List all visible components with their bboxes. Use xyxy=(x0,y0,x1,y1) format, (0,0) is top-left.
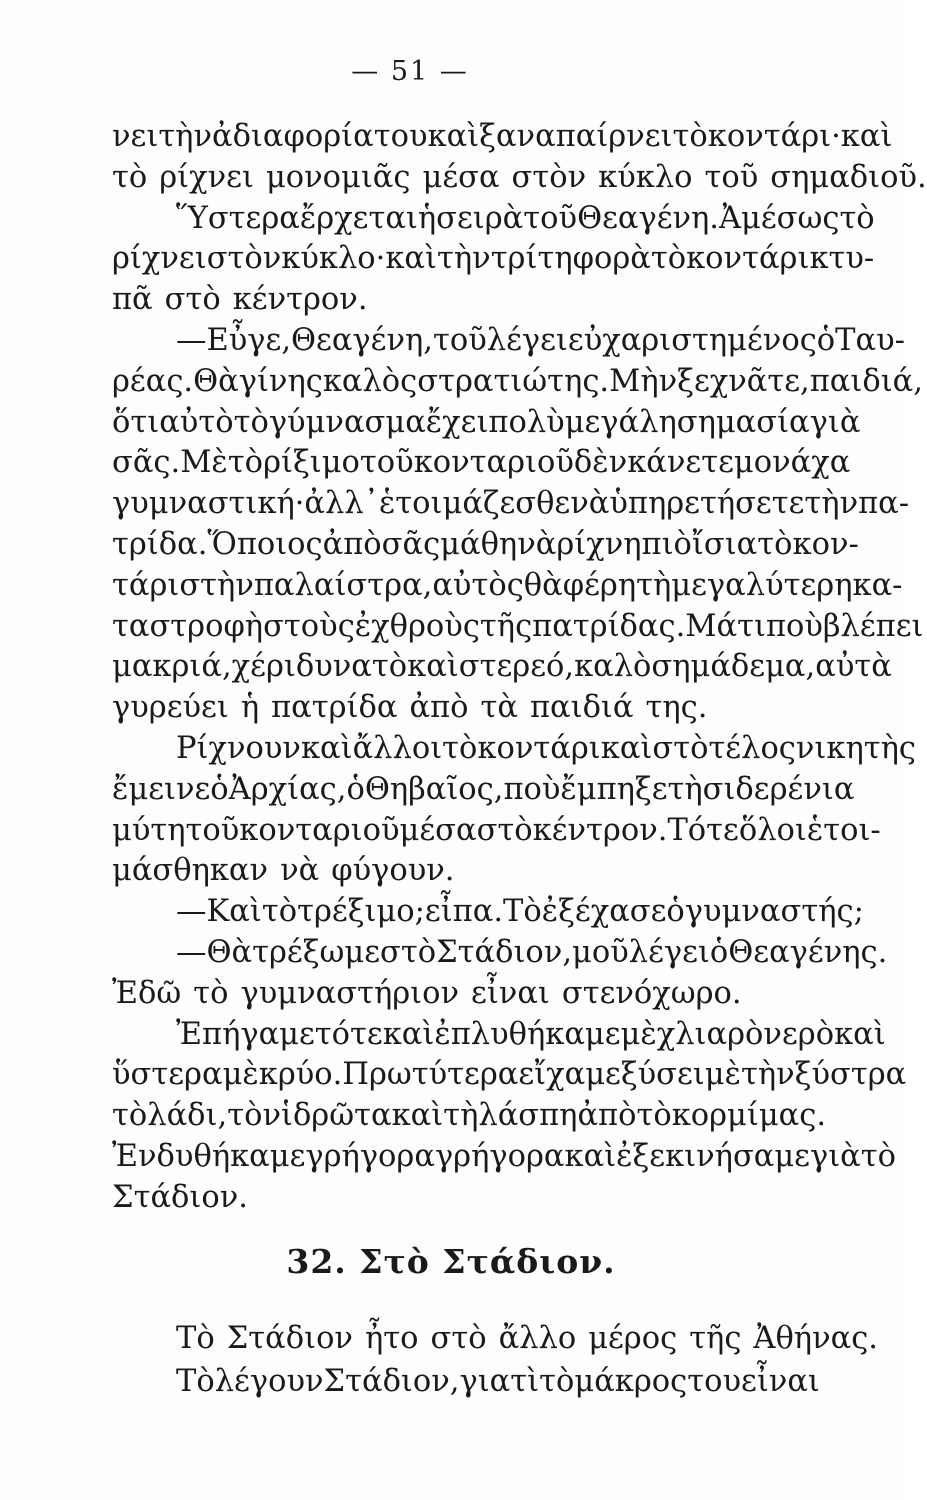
page-number: — 51 — xyxy=(351,56,469,87)
text-line: πᾶ στὸ κέντρον. xyxy=(112,282,368,318)
text-line: ρέας. Θὰ γίνης καλὸς στρατιώτης. Μὴν ξεχνᾶτε, παιδιά, xyxy=(112,363,923,399)
text-line: ἔμεινε ὁ Ἀρχίας, ὁ Θηβαῖος, ποὺ ἔμπηξε τὴ σιδερένια xyxy=(112,771,855,807)
text-line: μάσθηκαν νὰ φύγουν. xyxy=(112,853,455,889)
text-line: Τὸ Στάδιον ἦτο στὸ ἄλλο μέρος τῆς Ἀθήνας. xyxy=(176,1321,878,1356)
text-line: Ρίχνουν καὶ ἄλλοι τὸ κοντάρι καὶ στὸ τέλος νικητὴς xyxy=(176,731,916,766)
text-line: γυμναστική· ἀλλ᾿ ἑτοιμάζεσθε νὰ ὑπηρετήσετε τὴν πα- xyxy=(112,486,910,522)
text-line: σᾶς. Μὲ τὸ ρίξιμο τοῦ κονταριοῦ δὲν κάνετε μονάχα xyxy=(112,445,851,481)
text-line: τάρι στὴν παλαίστρα, αὐτὸς θὰ φέρη τὴ μεγαλύτερη κα- xyxy=(112,567,903,603)
text-line: ὅτι αὐτὸ τὸ γύμνασμα ἔχει πολὺ μεγάλη σημασία γιὰ xyxy=(112,404,861,440)
text-line: γυρεύει ἡ πατρίδα ἀπὸ τὰ παιδιά της. xyxy=(112,690,708,726)
text-line: Ἐνδυθήκαμε γρήγορα γρήγορα καὶ ἐξεκινήσαμε γιὰ τὸ xyxy=(112,1139,897,1174)
section-heading: 32. Στὸ Στάδιον. xyxy=(286,1242,616,1281)
text-line: Τὸ λέγουν Στάδιον, γιατὶ τὸ μάκρος του εἶναι xyxy=(176,1364,820,1399)
text-line: Στάδιον. xyxy=(112,1179,248,1215)
text-line: τὸ λάδι, τὸν ἱδρῶτα καὶ τὴ λάσπη ἀπὸ τὸ κορμί μας. xyxy=(112,1098,827,1134)
text-line: μύτη τοῦ κονταριοῦ μέσα στὸ κέντρον. Τότε ὅλοι ἑτοι- xyxy=(112,812,881,848)
text-line: — Θὰ τρέξωμε στὸ Στάδιον, μοῦ λέγει ὁ Θεαγένης. xyxy=(176,935,888,970)
text-line: μακριά, χέρι δυνατὸ καὶ στερεό, καλὸ σημάδεμα, αὐτὰ xyxy=(112,649,892,685)
text-line: Ἐδῶ τὸ γυμναστήριον εἶναι στενόχωρο. xyxy=(112,975,742,1011)
text-line: — Εὖγε, Θεαγένη, τοῦ λέγει εὐχαριστημένος ὁ Ταυ- xyxy=(176,323,905,358)
text-line: ὕστερα μὲ κρύο. Πρωτύτερα εἴχαμε ξύσει μὲ τὴν ξύστρα xyxy=(112,1057,907,1093)
text-line: τρίδα. Ὅποιος ἀπὸ σᾶς μάθη νὰ ρίχνη πιὸ ἴσια τὸ κον- xyxy=(112,527,859,562)
text-line: Ἐπήγαμε τότε καὶ ἐπλυθήκαμε μὲ χλιαρὸ νερὸ καὶ xyxy=(176,1016,886,1052)
text-line: ταστροφὴ στοὺς ἐχθροὺς τῆς πατρίδας. Μάτι ποὺ βλέπει xyxy=(112,608,924,644)
text-line: τὸ ρίχνει μονομιᾶς μέσα στὸν κύκλο τοῦ σημαδιοῦ. xyxy=(112,159,927,195)
text-line: Ὕστερα ἔρχεται ἡ σειρὰ τοῦ Θεαγένη. Ἀμέσως τὸ xyxy=(176,200,875,236)
text-line: ρίχνει στὸν κύκλο· καὶ τὴν τρίτη φορὰ τὸ κοντάρι κτυ- xyxy=(112,241,875,277)
text-line: — Καὶ τὸ τρέξιμο; εἶπα. Τὸ ἐξέχασε ὁ γυμναστής; xyxy=(176,894,864,930)
text-line: νει τὴν ἀδιαφορία του καὶ ξαναπαίρνει τὸ κοντάρι· καὶ xyxy=(112,119,893,154)
